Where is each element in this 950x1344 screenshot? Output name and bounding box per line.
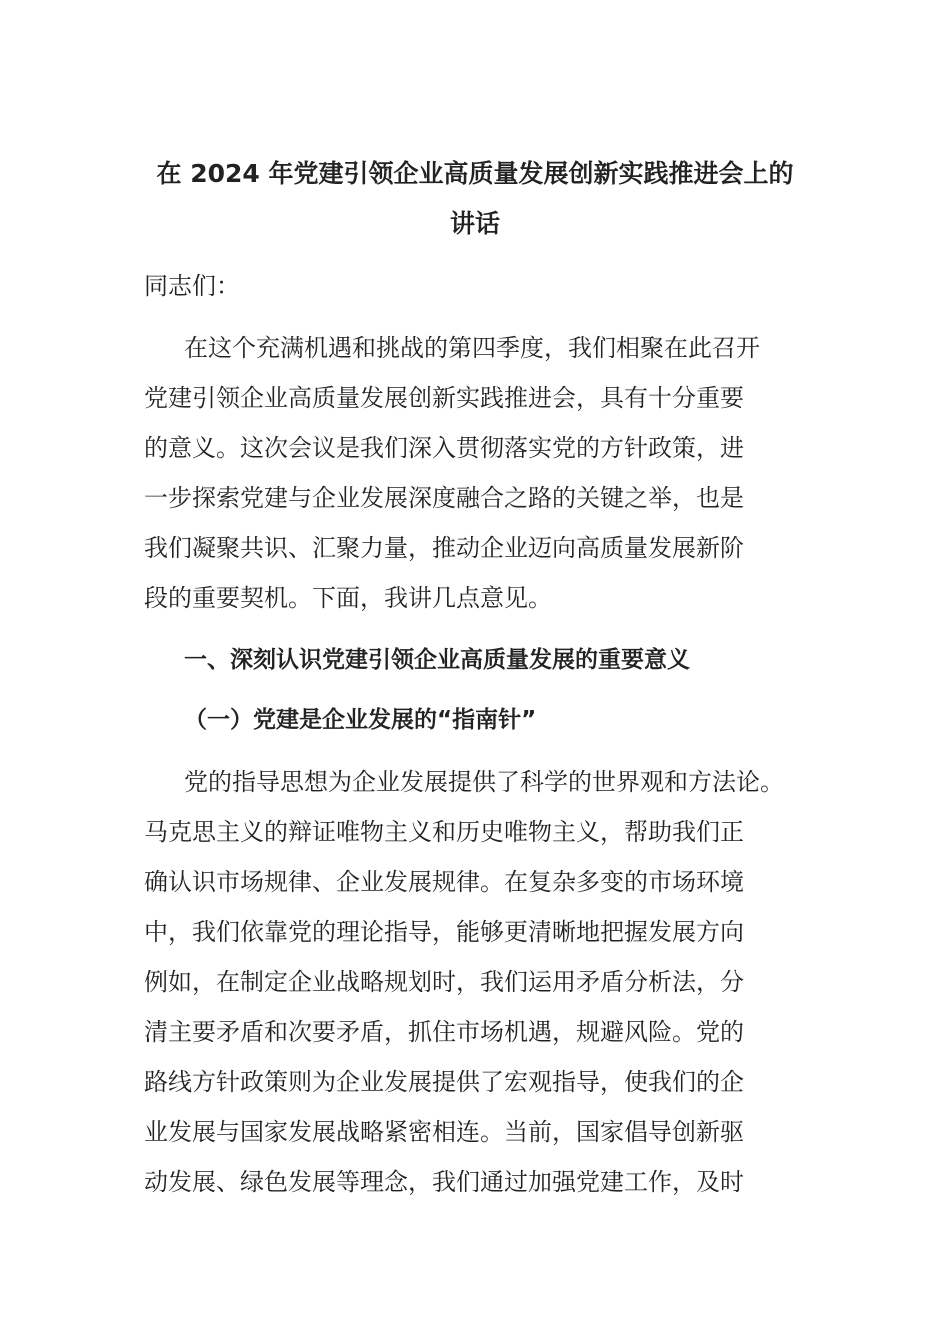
body-line-8: 业发展与国家发展战略紧密相连。当前，国家倡导创新驱 <box>144 1118 744 1146</box>
body-line-1: 党的指导思想为企业发展提供了科学的世界观和方法论。 <box>184 768 784 796</box>
intro-line-1: 在这个充满机遇和挑战的第四季度，我们相聚在此召开 <box>184 334 760 362</box>
body-line-6: 清主要矛盾和次要矛盾，抓住市场机遇，规避风险。党的 <box>144 1018 744 1046</box>
intro-line-6: 段的重要契机。下面，我讲几点意见。 <box>144 584 552 612</box>
salutation: 同志们： <box>144 272 240 300</box>
title-line-1: 在 2024 年党建引领企业高质量发展创新实践推进会上的 <box>156 159 794 188</box>
body-line-5: 例如，在制定企业战略规划时，我们运用矛盾分析法，分 <box>144 968 744 996</box>
intro-line-5: 我们凝聚共识、汇聚力量，推动企业迈向高质量发展新阶 <box>144 534 744 562</box>
section-1-heading: 一、深刻认识党建引领企业高质量发展的重要意义 <box>184 647 690 673</box>
subsection-1-heading: （一）党建是企业发展的“指南针” <box>184 707 537 733</box>
intro-line-3: 的意义。这次会议是我们深入贯彻落实党的方针政策，进 <box>144 434 744 462</box>
body-line-3: 确认识市场规律、企业发展规律。在复杂多变的市场环境 <box>144 868 744 896</box>
body-line-9: 动发展、绿色发展等理念，我们通过加强党建工作，及时 <box>144 1168 744 1196</box>
body-line-4: 中，我们依靠党的理论指导，能够更清晰地把握发展方向 <box>144 918 744 946</box>
body-line-7: 路线方针政策则为企业发展提供了宏观指导，使我们的企 <box>144 1068 744 1096</box>
body-line-2: 马克思主义的辩证唯物主义和历史唯物主义，帮助我们正 <box>144 818 744 846</box>
intro-line-2: 党建引领企业高质量发展创新实践推进会，具有十分重要 <box>144 384 744 412</box>
title-line-2: 讲话 <box>449 209 500 238</box>
intro-line-4: 一步探索党建与企业发展深度融合之路的关键之举，也是 <box>144 484 744 512</box>
